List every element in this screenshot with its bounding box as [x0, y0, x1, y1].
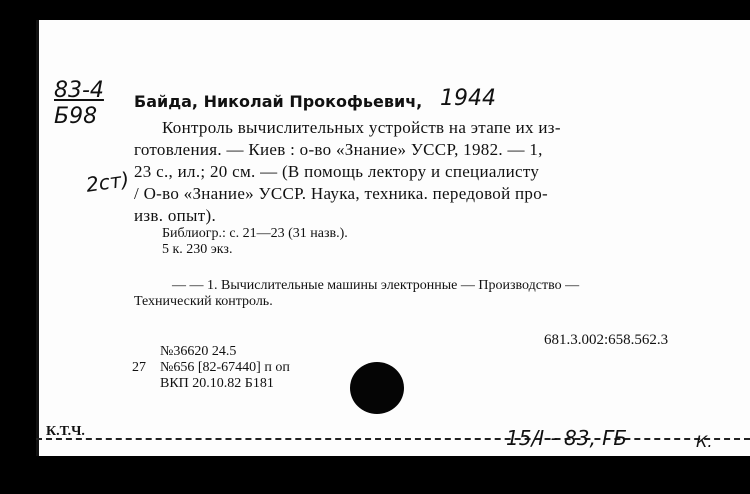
catalog-card — [36, 20, 750, 456]
shelfmark-bottom: Б98 — [54, 104, 98, 129]
body-line-4: / О-во «Знание» УССР. Наука, техника. передовой про- — [134, 184, 548, 203]
subject-line-2: Технический контроль. — [134, 294, 273, 309]
price-copies: 5 к. 230 экз. — [162, 242, 233, 257]
body-line-2: готовления. — Киев : о-во «Знание» УССР, 1982. — 1, — [134, 140, 543, 159]
scan-bottom-strip — [0, 456, 750, 494]
bibliography-note: Библиогр.: с. 21—23 (31 назв.). — [162, 226, 348, 241]
ink-stamp-circle — [350, 362, 404, 414]
vkp-line: ВКП 20.10.82 Б181 — [160, 376, 274, 391]
subject-line-1: — — 1. Вычислительные машины электронные — Производство — — [172, 278, 580, 293]
bottom-far-right: К. — [696, 432, 713, 451]
year-handwritten: 1944 — [440, 86, 496, 111]
order-line: №656 [82-67440] п оп — [160, 360, 290, 375]
bottom-right-note: 15/I - 83, ГБ — [506, 426, 628, 450]
side-note: 2ст) — [84, 167, 131, 197]
bottom-rule — [36, 438, 750, 440]
body-line-3: 23 с., ил.; 20 см. — (В помощь лектору и специалисту — [134, 162, 540, 181]
bottom-left-mark: К.Т.Ч. — [46, 424, 85, 439]
body-line-5: изв. опыт). — [134, 206, 216, 225]
shelfmark-top: 83-4 — [54, 78, 104, 103]
body-line-1: Контроль вычислительных устройств на этапе их из- — [162, 118, 561, 137]
udc-code: 681.3.002:658.562.3 — [544, 332, 669, 348]
card-left-edge — [36, 20, 39, 456]
record-number: №36620 24.5 — [160, 344, 237, 359]
order-prefix: 27 — [132, 360, 146, 375]
author-heading: Байда, Николай Прокофьевич, — [134, 92, 423, 111]
